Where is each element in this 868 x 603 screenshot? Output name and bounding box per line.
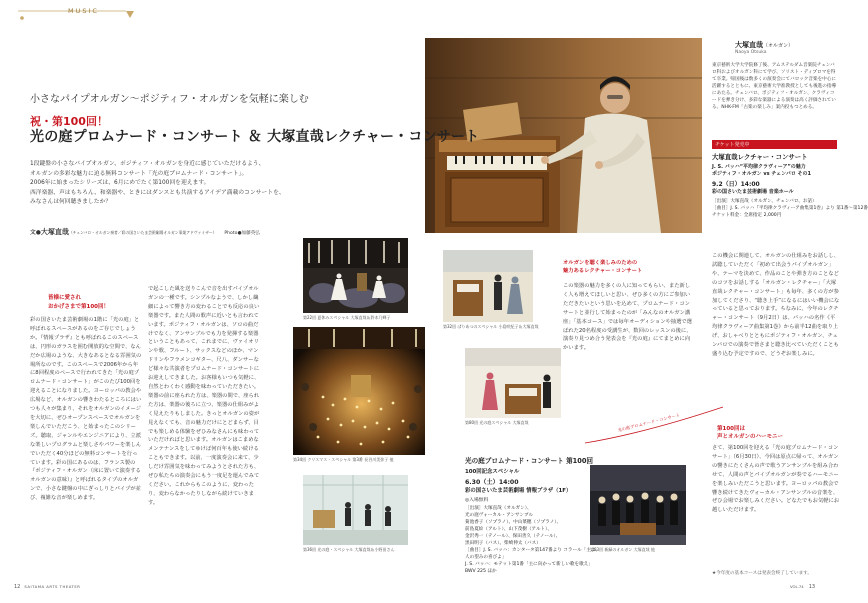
lead-line: 2006年に始まったシリーズは、6月にめでたく第100回を迎えます。: [30, 180, 210, 187]
ticket-label: チケット発売中: [715, 142, 750, 148]
article-subtitle: 小さなパイプオルガン～ポジティフ・オルガンを気軽に楽しむ: [30, 94, 309, 105]
mid-red-heading-2: 魅力あるレクチャー・コンサート: [563, 268, 643, 274]
mid-body-text: この楽器の魅力を多くの人に知ってもらい、また新しく人も増えてほしいと思い、ぜひ多くの方にご参加いただきたいという思いを込めて、プロムナード・コンサートと並行して始まったのが「みんなのオルガン講座」「基本コース」では毎年オーディションや抽選で選ばれた20名程度の受講生が、数回のレッスンの後に、演奏り見つめ合う発表会を『光の庭』にてまとめに向かいます。: [563, 283, 692, 352]
headline-prefix: 祝・第100回！: [30, 115, 108, 128]
left-publication-name: SAITAMA ARTS THEATER: [24, 584, 81, 589]
profile-role: （オルガン）: [763, 43, 794, 49]
left-body-column-1: [30, 316, 142, 572]
left-body-text-1: 彩の国さいたま芸術劇場の1階に「光の庭」と呼ばれるスペースがあるのをご存じでしょうか。『情報プラザ』とも呼ばれるこのスペースは、円形のガラスを囲む開放的な空間で、なんだか広場のような、大きなあるとなる雰囲気の場所なのです。このスペースで2006年から年に8回程度のペースで行われてきた「光の庭プロムナード・コンサート」がこのたび100回を迎えることになりました。ヨーロッパの教会や広場など、オルガンの響きわたるところにはいつも人々が集まり、それをオルガンのイメージを大切に、ぜひオープンスペースでオルガンを楽しんでいただこう、と始まったこのシリーズ。聴取、ジャンルやエンジニアにより、立派な楽しいプログラムと楽しさやパワーを楽しんでいただく40分ほどの無料コンサートを行っています。彩の国にあるのは、フランス製の『ポジティフ・オルガン（床に置いて演奏するオルガンの意味）』と呼ばれるタイプのオルガンで、小さな鍵盤の中にぎっしりとパイプが並び、複雑な音が楽しめます。: [30, 317, 142, 502]
event-main-box: [465, 455, 605, 583]
profile-name: [735, 40, 793, 50]
right-body-column-b: [712, 444, 840, 566]
small-ensemble-illustration: [303, 475, 408, 545]
section-label: MUSIC: [68, 7, 99, 15]
ticket-label-bar: [712, 140, 837, 149]
event-main-line: J. S. バッハ：モテット第1番「主に向かって新しい歌を歌え」BWV 225 ほか: [465, 562, 593, 574]
left-folio: [14, 584, 80, 590]
choir-illustration: [590, 465, 686, 545]
photo-duo-recital: [443, 250, 533, 322]
candlelight-illustration: [293, 327, 430, 455]
right-page: [425, 0, 868, 603]
photo-vocal-organ: [465, 348, 561, 418]
right-folio: [790, 584, 815, 590]
ticket-box: [712, 140, 868, 235]
caption-p5: 第80回 光の庭スペシャル 大塚直哉: [465, 420, 529, 425]
right-body-text-b: さて、第100回を迎える「光の庭プロムナード・コンサート」（6月30日）、今回は原点に帰って、オルガンの響きにたくさんの声で歌うアンサンブルを組み合わせて、人間の声とパイプオルガンが奏でるハーモニーを楽しみいただこうと思います。ヨーロッパの教会で響き続けてきたヴォーカル・アンサンブルの音楽を、ぜひ会場でお楽しみください。どなたでもお気軽にお越しいただけます。: [712, 445, 840, 514]
headline: 光の庭プロムナード・コンサート ＆ 大塚直哉レクチャー・コンサート: [30, 129, 480, 145]
right-body-column-a: [712, 252, 840, 422]
byline-name: 大塚直哉: [40, 228, 69, 236]
dancers-atrium-illustration: [303, 238, 408, 313]
event-main-line: ［出演］大塚直哉（オルガン）、: [465, 506, 532, 511]
photo-credit-prefix: Photo●: [224, 231, 242, 236]
event-main-line: 光の庭ヴォーカル・アンサンブル: [465, 513, 534, 518]
left-red-heading-1: 皆様に愛され: [48, 295, 82, 301]
left-body-text-2: で起こした風を送りこんで音を出すパイプオルガンの一種です。シンプルなようで、しかし繊細によって響き方の変わることでも反応の良い楽器です。また人間の歌声に近いとも言われています。ポジティフ・オルガンは、ソロの曲だけでなく、アンサンブルでも力を発揮する楽器ということもあって、これまでに、ヴァイオリンや歌、フルート、サックスなどのほか、マンドリンやフラメンコギター、尺八、ダンサーなど様々な共演者をプロムナード・コンサートにお迎えしてきました。お客様もいつも気軽に、自然とわくわく感動を味わっていただきたい。楽器の前に座られた方は、楽器の間で、座られた方は、楽器の後ろに立つ、楽器の仕組みがよく見えたりもしました。きっとオルガンの姿が見えなくても、音の魅力だけにとどまらず、目でも楽しめる体験をぜひみなさんにも味わっていただければと思います。オルガンはこまめなメンテナンスをしてゆけば何百年も使い続けることもできます。以前、一度演奏会に来て、少しだけ雰囲気を味わってみようとされた方も、ぜひ私たちの演奏会にもう一度足を運んでみてください。これからもこのように、変わったり、変わらなかったりしながら続けていきます。: [148, 286, 260, 506]
event2-line: ［出演］大塚直哉（オルガン、チェンバロ、お話）: [712, 199, 817, 204]
profile-romaji: Naoya Otsuka: [735, 50, 767, 55]
byline: [30, 227, 260, 237]
caption-p2: 第32回 ぱりあつのスペシャル 小島咲紀子＆大塚直哉: [443, 324, 539, 329]
lead-text: [30, 160, 285, 208]
event-main-line: 菊池香子（ソプラノ）、中山菜穂（ソプラノ）、: [465, 520, 562, 525]
lead-line: オルガンの多彩な魅力に迫る無料コンサート「光の庭プロムナード・コンサート」。: [30, 170, 248, 177]
event-main-line: 黒田明子（バス）、柴崎伸太（バス）: [465, 541, 541, 546]
right-page-number: 13: [808, 584, 816, 590]
mid-red-heading-1: オルガンを聴く楽しみのための: [563, 260, 638, 266]
vocal-organ-illustration: [465, 348, 561, 418]
lead-line: みなさんは何回聴きましたか？: [30, 199, 112, 206]
event2-subtitle: J. S. バッハ“平均律クラヴィーア”の魅力: [712, 164, 806, 170]
left-body-column-2: [148, 285, 260, 572]
byline-role: （チェンバロ・オルガン奏者／彩の国さいたま芸術劇場オルガン事業アドヴァイザー）: [68, 230, 217, 235]
profile-name-text: 大塚直哉: [735, 41, 763, 49]
event-main-title: 光の庭プロムナード・コンサート 第100回: [465, 457, 594, 465]
lead-line: 西洋楽器、声はもちろん、和楽器や、ときにはダンスとも共演するアイデア満載のコンサートを、: [30, 189, 285, 196]
duo-recital-illustration: [443, 250, 533, 322]
red-ribbon-line: [585, 405, 725, 445]
photo-credit-name: 加藤英弘: [241, 231, 260, 236]
event-main-line: 金沢秀一（テノール）、保田善久（テノール）、: [465, 534, 561, 539]
caption-p1: 第22回 夏休みスペシャル 大塚直哉＆鈴木乃輝子: [303, 315, 391, 320]
event2-line: チケット料金：全席指定 2,000円: [712, 213, 782, 218]
event-main-line: ［曲目］J. S. バッハ：カンタータ第147番より コラール「主よ、人の望みの喜びよ」: [465, 548, 600, 560]
left-page-number: 12: [14, 584, 21, 590]
caption-p4: 第36回 光の庭・スペシャル 大塚直哉＆小野田さん: [303, 547, 395, 552]
caption-p7: 第83回 新緑のオルガン 大塚直哉 他: [590, 547, 655, 552]
right-body-text-a: この機会に関連して、オルガンの仕組みをお話しし、試聴していただく「初めて出会うパイプオルガン」や、テーマを決めて、作品のことや弾き方のことなどのコツをお話しする「オルガン・レクチャー」「大塚直哉レクチャー・コンサート」も毎年、多くの方が参加してくださり、“聴き上手”になるにはいい機会になっていると思っております。ちなみに、今年のレクチャー・コンサート（9月2日）は、バッハの名作《平均律クラヴィーア曲集第1巻》から前半12曲を取り上げ、おしゃべりとともにポジティフ・オルガン、チェンバロでの演奏で皆さまと聴き比べていただくことも盛り込む予定ですので、どうぞお楽しみに。: [712, 253, 840, 357]
event-main-admission: ◎入場無料: [465, 498, 489, 503]
byline-prefix: 文●: [30, 230, 41, 236]
event2-line: ［曲目］J. S. バッハ『平均律クラヴィーア曲集第1巻』より 第1番～第12番: [712, 206, 868, 211]
photo-candlelight-concert: [293, 327, 430, 455]
event-main-venue: 彩の国さいたま芸術劇場 情報プラザ（1F）: [465, 488, 572, 494]
lead-line: 1段鍵盤の小さなパイプオルガン、ポジティフ・オルガンを身近に感じていただけるよう、: [30, 161, 265, 167]
mid-body: [563, 282, 693, 402]
event2-subtitle-2: ポジティフ・オルガン vs チェンバロ その1: [712, 171, 812, 177]
event-main-line: 前島夏絵（アルト）、山下茂樹（アルト）、: [465, 527, 552, 532]
caption-p3: 第34回 クリスマス・スペシャル 第3番 長谷川美弥子 他: [293, 457, 394, 462]
photo-dancers-atrium: [303, 238, 408, 313]
ribbon-text: 光の庭プロムナード・コンサート: [617, 413, 681, 434]
profile-text: 東京藝術大学大学院修了後、アムステルダム音楽院チェンバロ科およびオルガン科にて学び、ソリスト・ディプロマを得て卒業。帰国後は数多くの演奏会にてバロック音楽を中心に活躍するとともに、東京藝術大学准教授としても後進の指導にあたる。チェンバロ、ポジティフ・オルガン、クラヴィコードを弾き分け、多彩な楽器による演奏は高く評価されている。NHK-FM「古楽の楽しみ」案内役もつとめる。: [712, 63, 837, 110]
footnote: ★今年度の基本コースは発表会終了しています。: [712, 571, 812, 576]
event-main-date: 6.30（土）14:00: [465, 479, 519, 486]
photo-small-ensemble: [303, 475, 408, 545]
event-main-subtitle: 100回記念スペシャル: [465, 469, 520, 475]
event2-title: 大塚直哉レクチャー・コンサート: [712, 153, 808, 161]
event2-venue: 彩の国さいたま芸術劇場 音楽ホール: [712, 189, 794, 195]
photo-choir: [590, 465, 686, 545]
right-red-heading-1: 第100回は: [717, 426, 745, 432]
left-red-heading-2: おかげさまで第100回！: [48, 304, 109, 310]
right-red-heading-2: 声とオルガンのハーモニー: [717, 434, 784, 440]
right-volume: VOL.74: [790, 584, 804, 589]
event2-date: 9.2（日）14:00: [712, 181, 760, 188]
